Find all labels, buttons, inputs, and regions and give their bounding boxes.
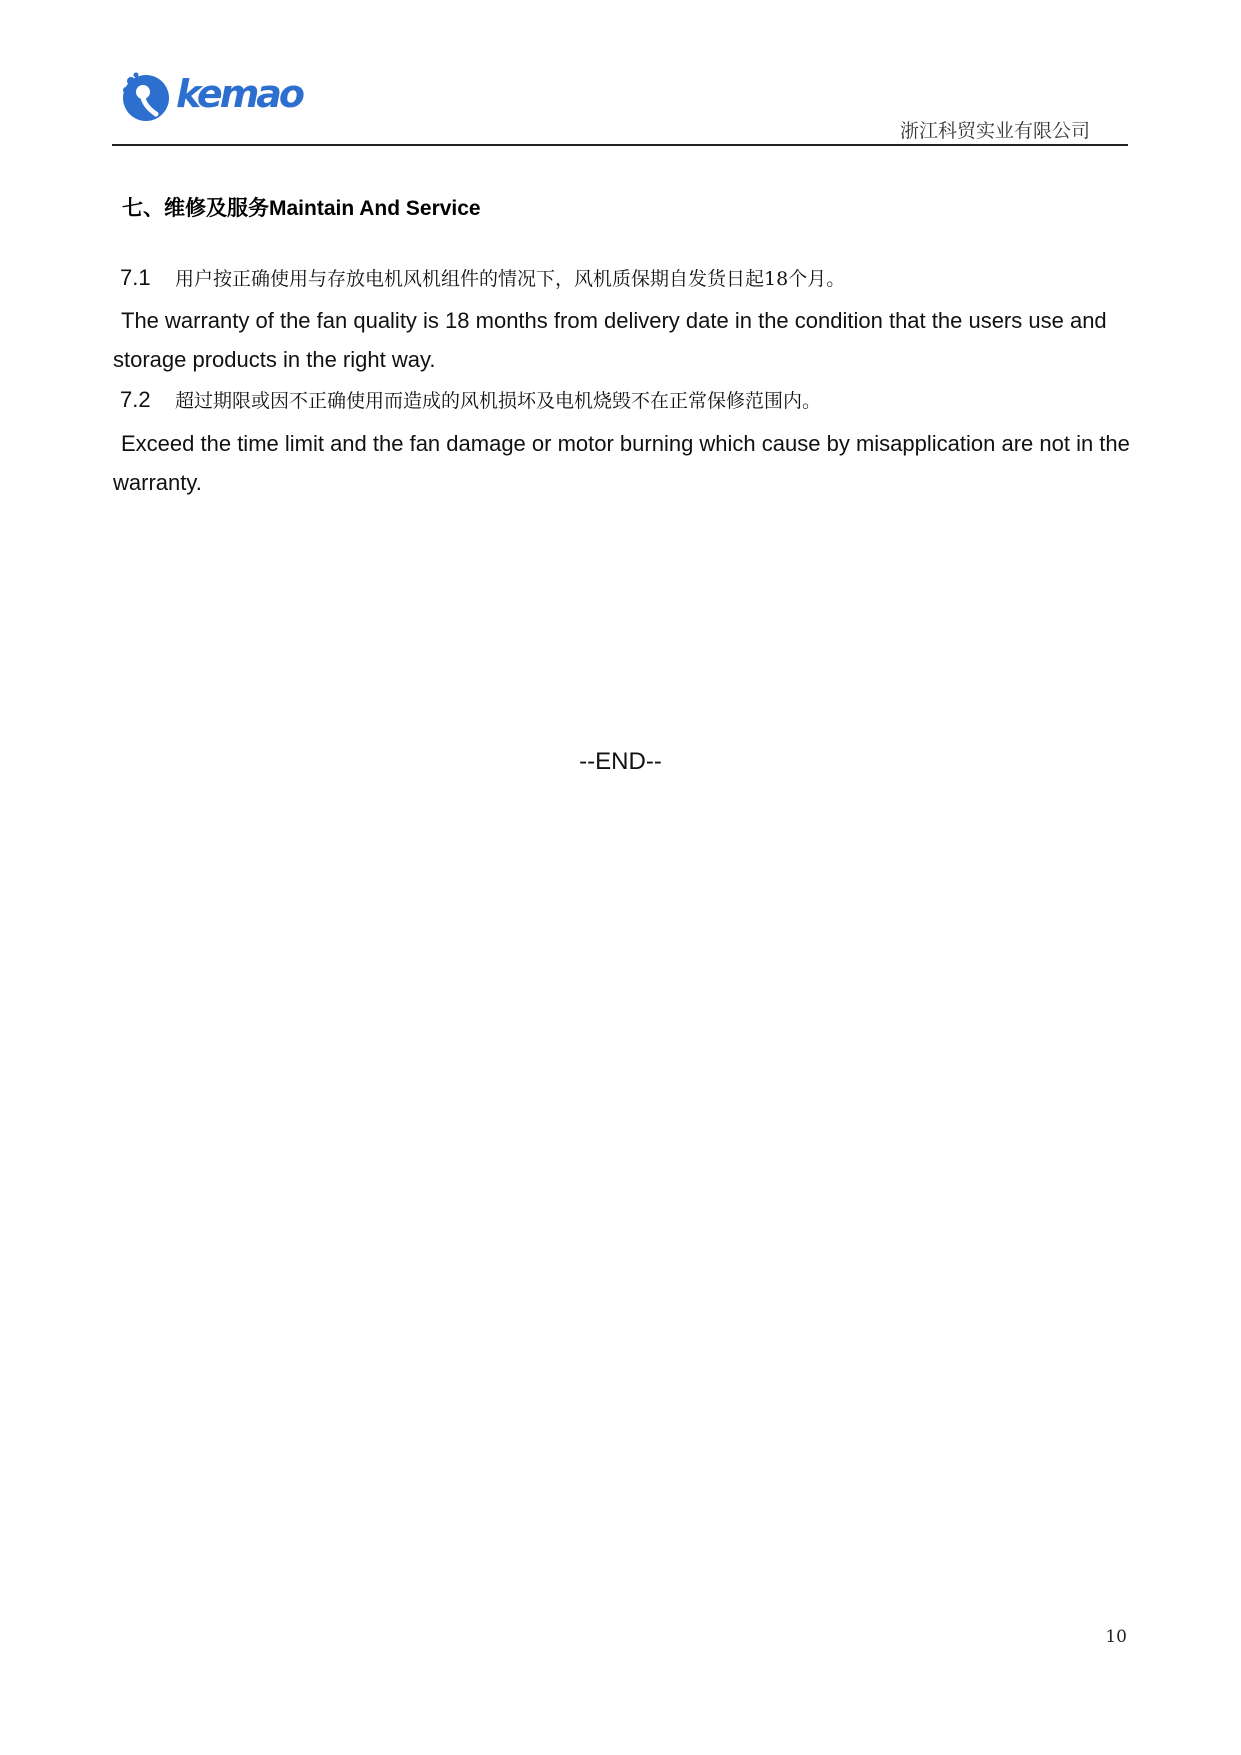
page-number: 10 bbox=[1105, 1627, 1127, 1647]
item-number: 7.2 bbox=[120, 387, 151, 412]
item-7-2-en: Exceed the time limit and the fan damage or motor burning which cause by misapplication are not in the warranty. bbox=[113, 431, 1130, 495]
company-name: 浙江科贸实业有限公司 bbox=[899, 120, 1090, 142]
item-text-cn: 用户按正确使用与存放电机风机组件的情况下，风机质保期自发货日起18个月。 bbox=[175, 268, 846, 290]
section-title: 七、维修及服务Maintain And Service bbox=[122, 197, 481, 220]
logo-wordmark: kemao bbox=[176, 72, 303, 116]
item-7-2-cn bbox=[120, 380, 1160, 421]
header-divider bbox=[112, 144, 1128, 146]
logo bbox=[120, 70, 302, 122]
kemao-logo-icon bbox=[120, 70, 172, 122]
item-7-1-en: The warranty of the fan quality is 18 months from delivery date in the condition that the users use and storage products in the right way. bbox=[113, 308, 1107, 372]
item-7-1-cn bbox=[120, 258, 1160, 299]
end-marker: --END-- bbox=[579, 748, 662, 775]
item-number: 7.1 bbox=[120, 265, 151, 290]
item-text-cn: 超过期限或因不正确使用而造成的风机损坏及电机烧毁不在正常保修范围内。 bbox=[175, 390, 822, 412]
